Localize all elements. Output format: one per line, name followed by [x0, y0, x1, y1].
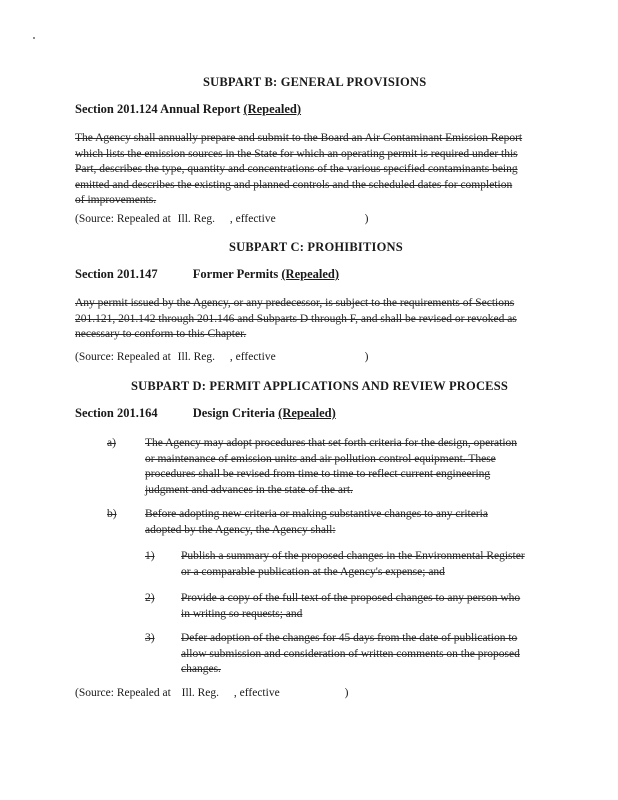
subpart-d-heading: SUBPART D: PERMIT APPLICATIONS AND REVIEW PROCESS	[131, 379, 509, 393]
text-line: of improvements.	[75, 194, 157, 206]
item-3-label: 3)	[145, 632, 155, 644]
source-note-201-147: (Source: Repealed at Ill. Reg. , effective )	[75, 351, 369, 363]
text-line: Any permit issued by the Agency, or any predecessor, is subject to the requirements of Sections	[75, 297, 515, 309]
text-line: The Agency shall annually prepare and submit to the Board an Air Contaminant Emission Report	[75, 132, 523, 144]
text-line: allow submission and consideration of written comments on the proposed	[181, 647, 520, 660]
item-2-body	[181, 591, 546, 622]
text-line: emitted and describes the existing and planned controls and the scheduled dates for completion	[75, 178, 513, 191]
subsection-b-label: b)	[107, 508, 117, 520]
subpart-b-heading: SUBPART B: GENERAL PROVISIONS	[203, 75, 427, 89]
text-line: Part, describes the type, quantity and concentrations of the various specified contaminants being	[75, 163, 518, 175]
section-title: Annual Report	[160, 102, 241, 116]
item-3-body	[181, 631, 546, 678]
repealed-status: (Repealed)	[243, 102, 302, 116]
section-201-124-body	[75, 131, 545, 209]
section-201-147-body	[75, 296, 545, 343]
text-line: Before adopting new criteria or making substantive changes to any criteria	[145, 508, 488, 520]
section-number: Section 201.164	[75, 406, 158, 420]
text-line: Publish a summary of the proposed changes in the Environmental Register	[181, 550, 525, 562]
text-line: Provide a copy of the full text of the proposed changes to any person who	[181, 592, 521, 604]
section-number: Section 201.147	[75, 267, 158, 281]
text-line: changes.	[181, 663, 221, 675]
section-number: Section 201.124	[75, 102, 158, 116]
text-line: The Agency may adopt procedures that set forth criteria for the design, operation	[145, 437, 518, 449]
text-line: 201.121, 201.142 through 201.146 and Subparts D through F, and shall be revised or revoked as	[75, 312, 517, 325]
subsection-b-body	[145, 507, 545, 538]
repealed-status: (Repealed)	[281, 267, 340, 281]
text-line: Defer adoption of the changes for 45 days from the date of publication to	[181, 632, 518, 644]
section-title: Design Criteria	[192, 406, 276, 420]
item-1-body	[181, 549, 546, 580]
repealed-status: (Repealed)	[278, 406, 336, 420]
section-201-124-heading	[75, 102, 301, 117]
item-2-label: 2)	[145, 592, 155, 604]
subsection-a-body	[145, 436, 545, 498]
text-line: necessary to conform to this Chapter.	[75, 328, 247, 340]
text-line: which lists the emission sources in the State for which an operating permit is required under this	[75, 147, 518, 160]
source-note-201-164: (Source: Repealed at Ill. Reg. , effective )	[75, 687, 349, 699]
text-line: in writing so requests; and	[181, 607, 303, 620]
section-201-147-heading	[75, 267, 339, 282]
subpart-c-heading: SUBPART C: PROHIBITIONS	[229, 240, 403, 254]
section-title: Former Permits	[192, 267, 279, 281]
text-line: procedures shall be revised from time to time to reflect current engineering	[145, 468, 491, 480]
source-note-201-124: (Source: Repealed at Ill. Reg. , effective )	[75, 213, 369, 225]
section-201-164-heading	[75, 406, 336, 421]
text-line: adopted by the Agency, the Agency shall:	[145, 523, 336, 536]
text-line: or maintenance of emission units and air pollution control equipment. These	[145, 452, 496, 465]
item-1-label: 1)	[145, 550, 155, 562]
subsection-a-label: a)	[107, 437, 116, 449]
text-line: judgment and advances in the state of the art.	[145, 483, 353, 496]
text-line: or a comparable publication at the Agency's expense; and	[181, 565, 445, 578]
scan-speck	[33, 37, 35, 39]
